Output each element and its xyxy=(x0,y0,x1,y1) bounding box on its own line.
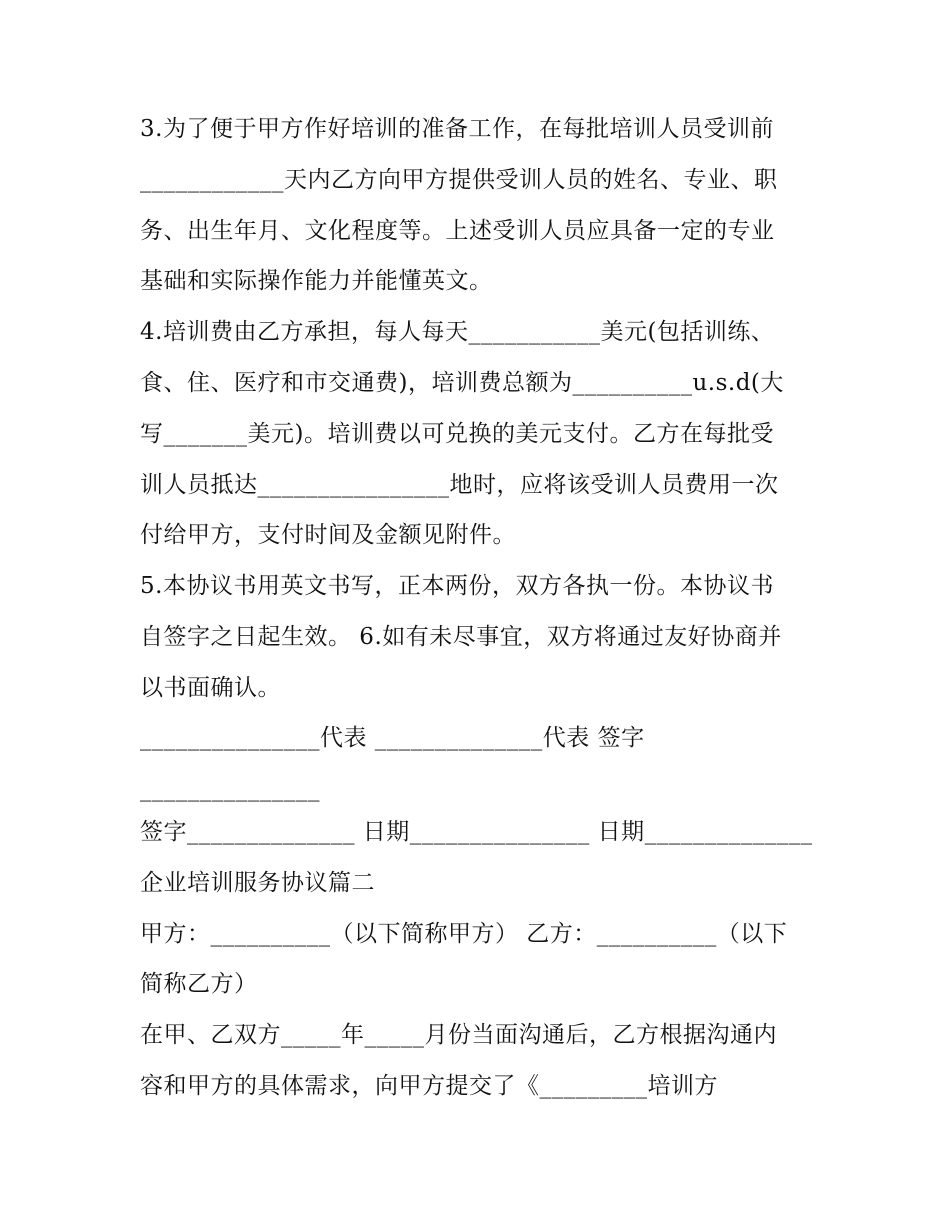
text-line: 甲方：__________（以下简称甲方） 乙方：__________（以下 xyxy=(140,921,788,947)
text-line: 容和甲方的具体需求，向甲方提交了《_________培训方 xyxy=(140,1073,718,1099)
text-line: 食、住、医疗和市交通费)，培训费总额为__________u.s.d(大 xyxy=(140,370,784,396)
text-line: 自签字之日起生效。 6.如有未尽事宜，双方将通过友好协商并 xyxy=(140,624,782,650)
text-line: 写_______美元)。培训费以可兑换的美元支付。乙方在每批受 xyxy=(140,421,774,447)
text-line: 在甲、乙双方_____年_____月份当面沟通后，乙方根据沟通内 xyxy=(140,1022,777,1048)
text-line: 4.培训费由乙方承担，每人每天___________美元(包括训练、 xyxy=(140,319,775,345)
section-heading: 企业培训服务协议篇二 xyxy=(140,870,375,896)
text-line: 付给甲方，支付时间及金额见附件。 xyxy=(140,522,516,548)
signature-line: _______________ xyxy=(140,776,320,802)
text-line: 以书面确认。 xyxy=(140,675,281,701)
signature-date-line: 签字______________ 日期_______________ 日期______________ xyxy=(140,819,813,845)
text-line: 训人员抵达________________地时，应将该受训人员费用一次 xyxy=(140,472,779,498)
text-line: 简称乙方） xyxy=(140,971,258,997)
text-line: 基础和实际操作能力并能懂英文。 xyxy=(140,268,493,294)
text-line: ____________天内乙方向甲方提供受训人员的姓名、专业、职 xyxy=(140,167,778,193)
text-line: 5.本协议书用英文书写，正本两份，双方各执一份。本协议书 xyxy=(140,573,774,599)
signature-line: _______________代表 ______________代表 签字 xyxy=(140,725,645,751)
text-line: 3.为了便于甲方作好培训的准备工作，在每批培训人员受训前 xyxy=(140,116,774,142)
text-line: 务、出生年月、文化程度等。上述受训人员应具备一定的专业 xyxy=(140,218,775,244)
